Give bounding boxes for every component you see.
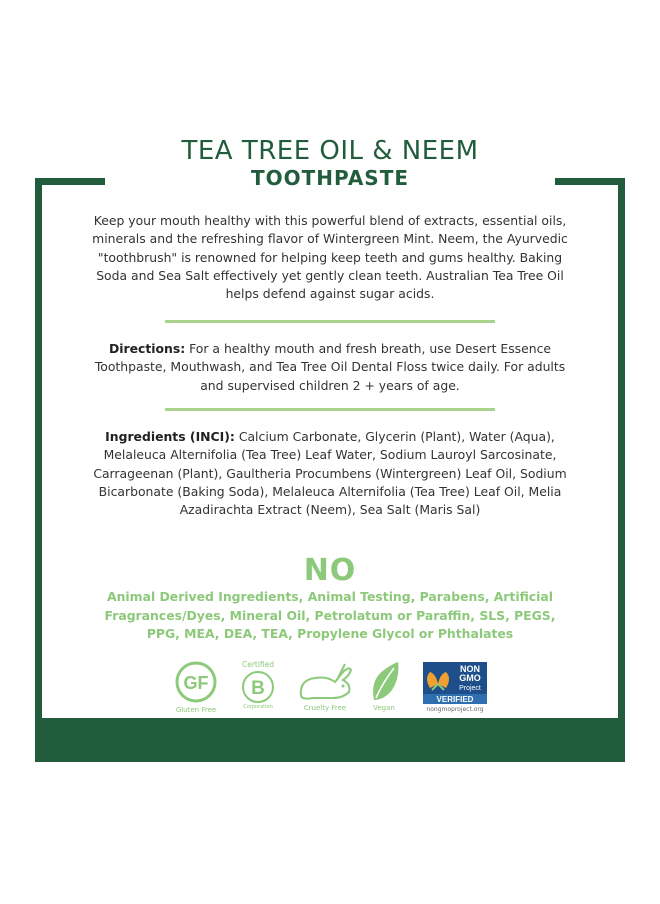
ingredients-paragraph <box>90 428 570 519</box>
product-title-line2: TOOTHPASTE <box>250 166 410 190</box>
cruelty-free-badge <box>293 660 357 718</box>
non-gmo-line2: GMO <box>459 673 481 683</box>
divider <box>165 408 495 411</box>
cruelty-free-caption: Cruelty Free <box>303 704 347 712</box>
b-corp-caption: Corporation <box>243 704 273 710</box>
divider <box>165 320 495 323</box>
non-gmo-url: nongmoproject.org <box>426 706 484 713</box>
directions-paragraph <box>90 340 570 395</box>
gluten-free-mark: GF <box>183 673 209 693</box>
leaf-icon <box>366 660 402 704</box>
ingredients-text: Calcium Carbonate, Glycerin (Plant), Water (Aqua), Melaleuca Alternifolia (Tea Tree) Leaf Water, Sodium Lauroyl Sarcosinate, Carrageenan (Plant), Gaultheria Procumbens (Wintergreen) Leaf Oil, Sodium Bicarbonate (Baking Soda), Melaleuca Alternifolia (Tea Tree) Leaf Oil, Melia Azadirachta Extract (Neem), Sea Salt (Maris Sal) <box>93 429 567 518</box>
non-gmo-verified: VERIFIED <box>436 695 474 704</box>
non-gmo-line3: Project <box>459 685 481 692</box>
b-corp-mark: B <box>251 678 265 699</box>
frame-bottom-bar <box>35 718 625 762</box>
frame-right <box>618 178 625 718</box>
b-corp-top-label: Certified <box>241 660 275 669</box>
frame-left <box>35 178 42 718</box>
vegan-caption: Vegan <box>373 704 395 712</box>
ingredients-label: Ingredients (INCI): <box>105 429 235 444</box>
b-corp-badge <box>236 660 280 718</box>
vegan-badge <box>366 660 402 718</box>
non-gmo-seal <box>418 660 492 706</box>
bunny-icon <box>293 660 357 704</box>
directions-text: For a healthy mouth and fresh breath, use Desert Essence Toothpaste, Mouthwash, and Tea Tree Oil Dental Floss twice daily. For adults and supervised children 2 + years of age. <box>94 341 566 393</box>
gluten-free-icon <box>172 660 220 706</box>
directions-label: Directions: <box>108 341 186 356</box>
gluten-free-caption: Gluten Free <box>175 706 217 714</box>
product-title-line1: TEA TREE OIL & NEEM <box>181 136 479 166</box>
gluten-free-badge <box>172 660 220 718</box>
non-gmo-line1: NON <box>460 664 480 674</box>
intro-paragraph: Keep your mouth healthy with this powerful blend of extracts, essential oils, minerals and the refreshing flavor of Wintergreen Mint. Neem, the Ayurvedic "toothbrush" is renowned for helping keep teeth and gums healthy. Baking Soda and Sea Salt effectively yet gently clean teeth. Australian Tea Tree Oil helps defend against sugar acids. <box>92 213 568 302</box>
free-from-title: NO <box>303 553 357 588</box>
non-gmo-badge <box>418 660 492 718</box>
free-from-list: Animal Derived Ingredients, Animal Testing, Parabens, Artificial Fragrances/Dyes, Mineral Oil, Petrolatum or Paraffin, SLS, PEGS, PPG, MEA, DEA, TEA, Propylene Glycol or Phthalates <box>104 589 556 641</box>
b-corp-icon <box>236 670 280 706</box>
